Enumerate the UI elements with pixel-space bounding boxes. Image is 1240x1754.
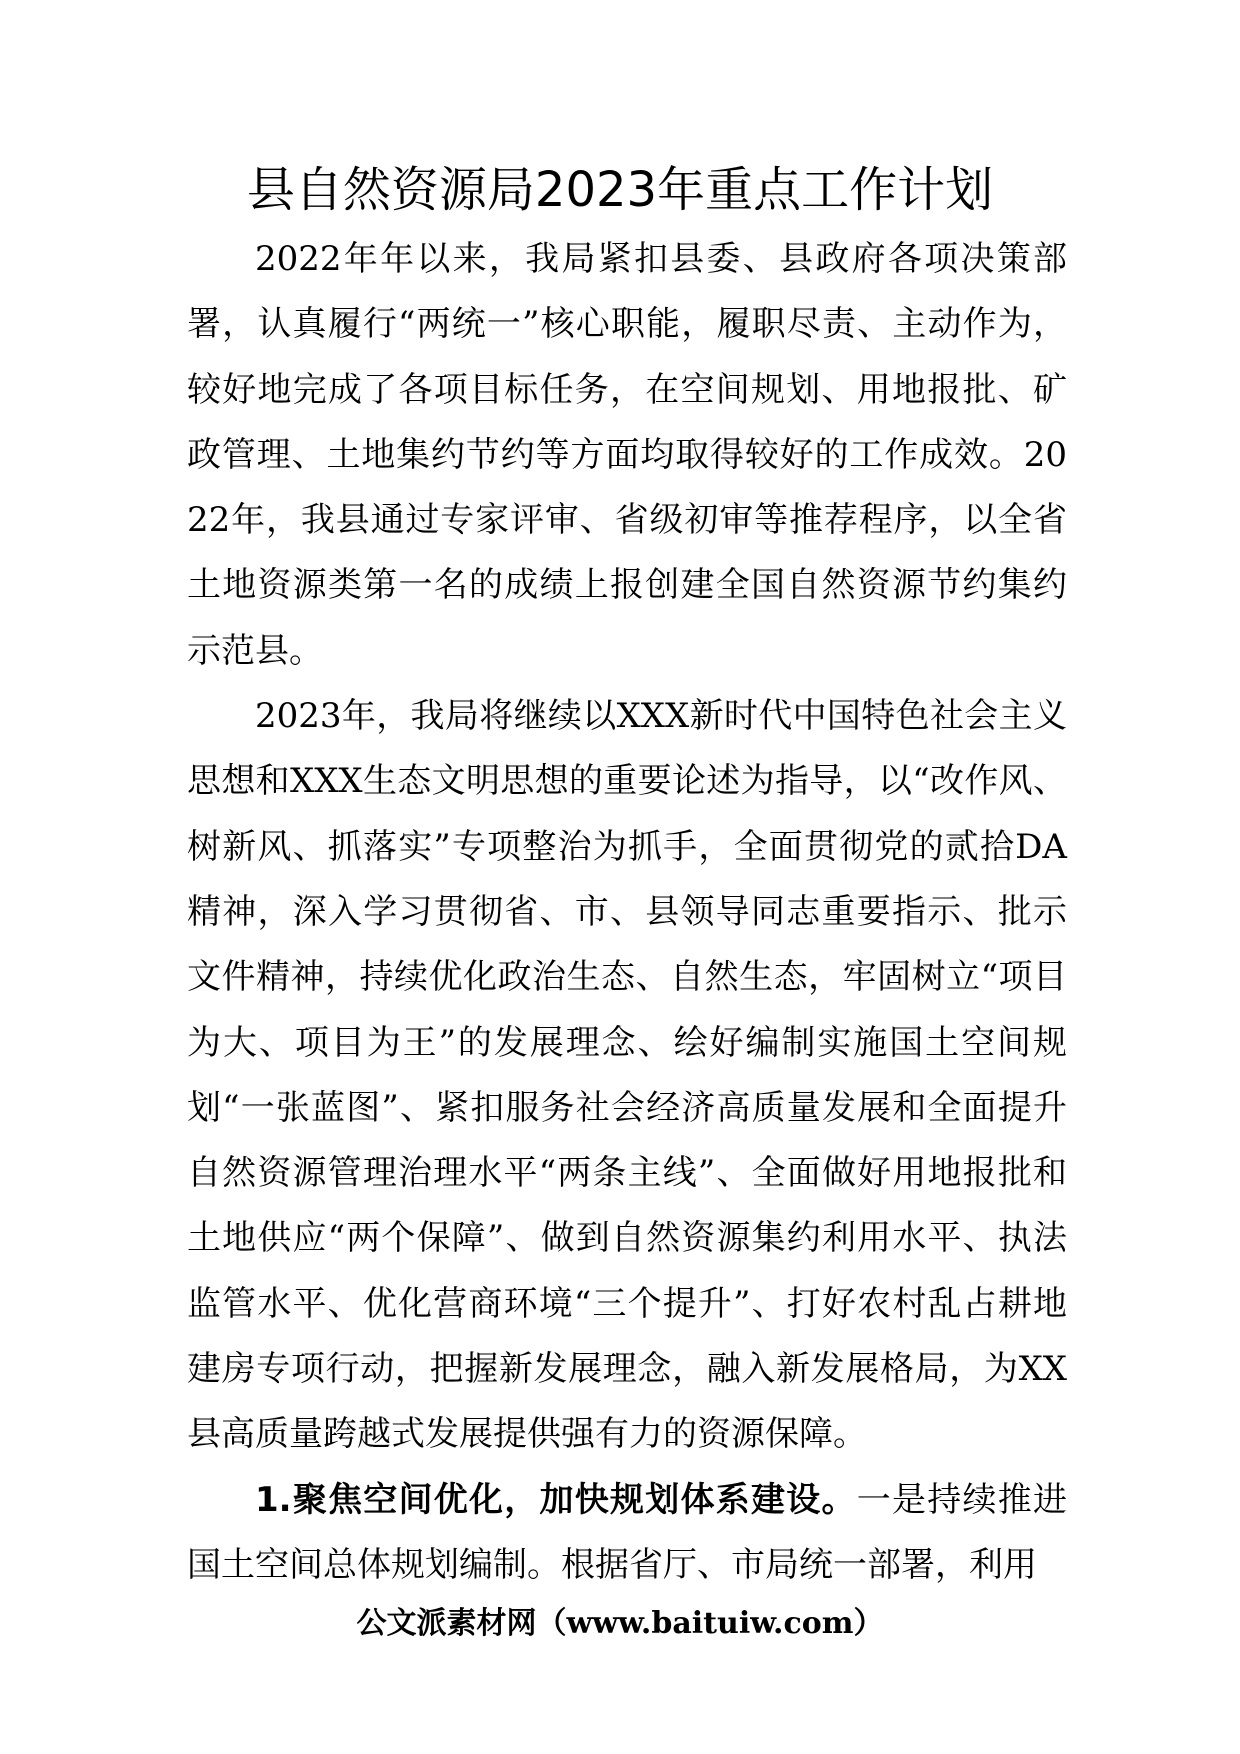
document-body [187,227,1067,1598]
section-1-heading: 1.聚焦空间优化，加快规划体系建设。 [255,1479,857,1520]
paragraph-intro: 2022年年以来，我局紧扣县委、县政府各项决策部署，认真履行“两统一”核心职能，履职尽责、主动作为，较好地完成了各项目标任务，在空间规划、用地报批、矿政管理、土地集约节约等方面均取得较好的工作成效。2022年，我县通过专家评审、省级初审等推荐程序，以全省土地资源类第一名的成绩上报创建全国自然资源节约集约示范县。 [187,239,1067,671]
paragraph-plan: 2023年，我局将继续以XXX新时代中国特色社会主义思想和XXX生态文明思想的重要论述为指导，以“改作风、树新风、抓落实”专项整治为抓手，全面贯彻党的贰拾DA精神，深入学习贯彻省、市、县领导同志重要指示、批示文件精神，持续优化政治生态、自然生态，牢固树立“项目为大、项目为王”的发展理念、绘好编制实施国土空间规划“一张蓝图”、紧扣服务社会经济高质量发展和全面提升自然资源管理治理水平“两条主线”、全面做好用地报批和土地供应“两个保障”、做到自然资源集约利用水平、执法监管水平、优化营商环境“三个提升”、打好农村乱占耕地建房专项行动，把握新发展理念，融入新发展格局，为XX县高质量跨越式发展提供强有力的资源保障。 [187,696,1067,1455]
footer-source: 公文派素材网（www.baituiw.com） [356,1606,884,1641]
document-title: 县自然资源局2023年重点工作计划 [246,162,994,218]
section-1-text: 一是持续推进国土空间总体规划编制。根据省厅、市局统一部署，利用 [187,1479,1067,1585]
paragraph-section-1 [187,1468,1067,1599]
